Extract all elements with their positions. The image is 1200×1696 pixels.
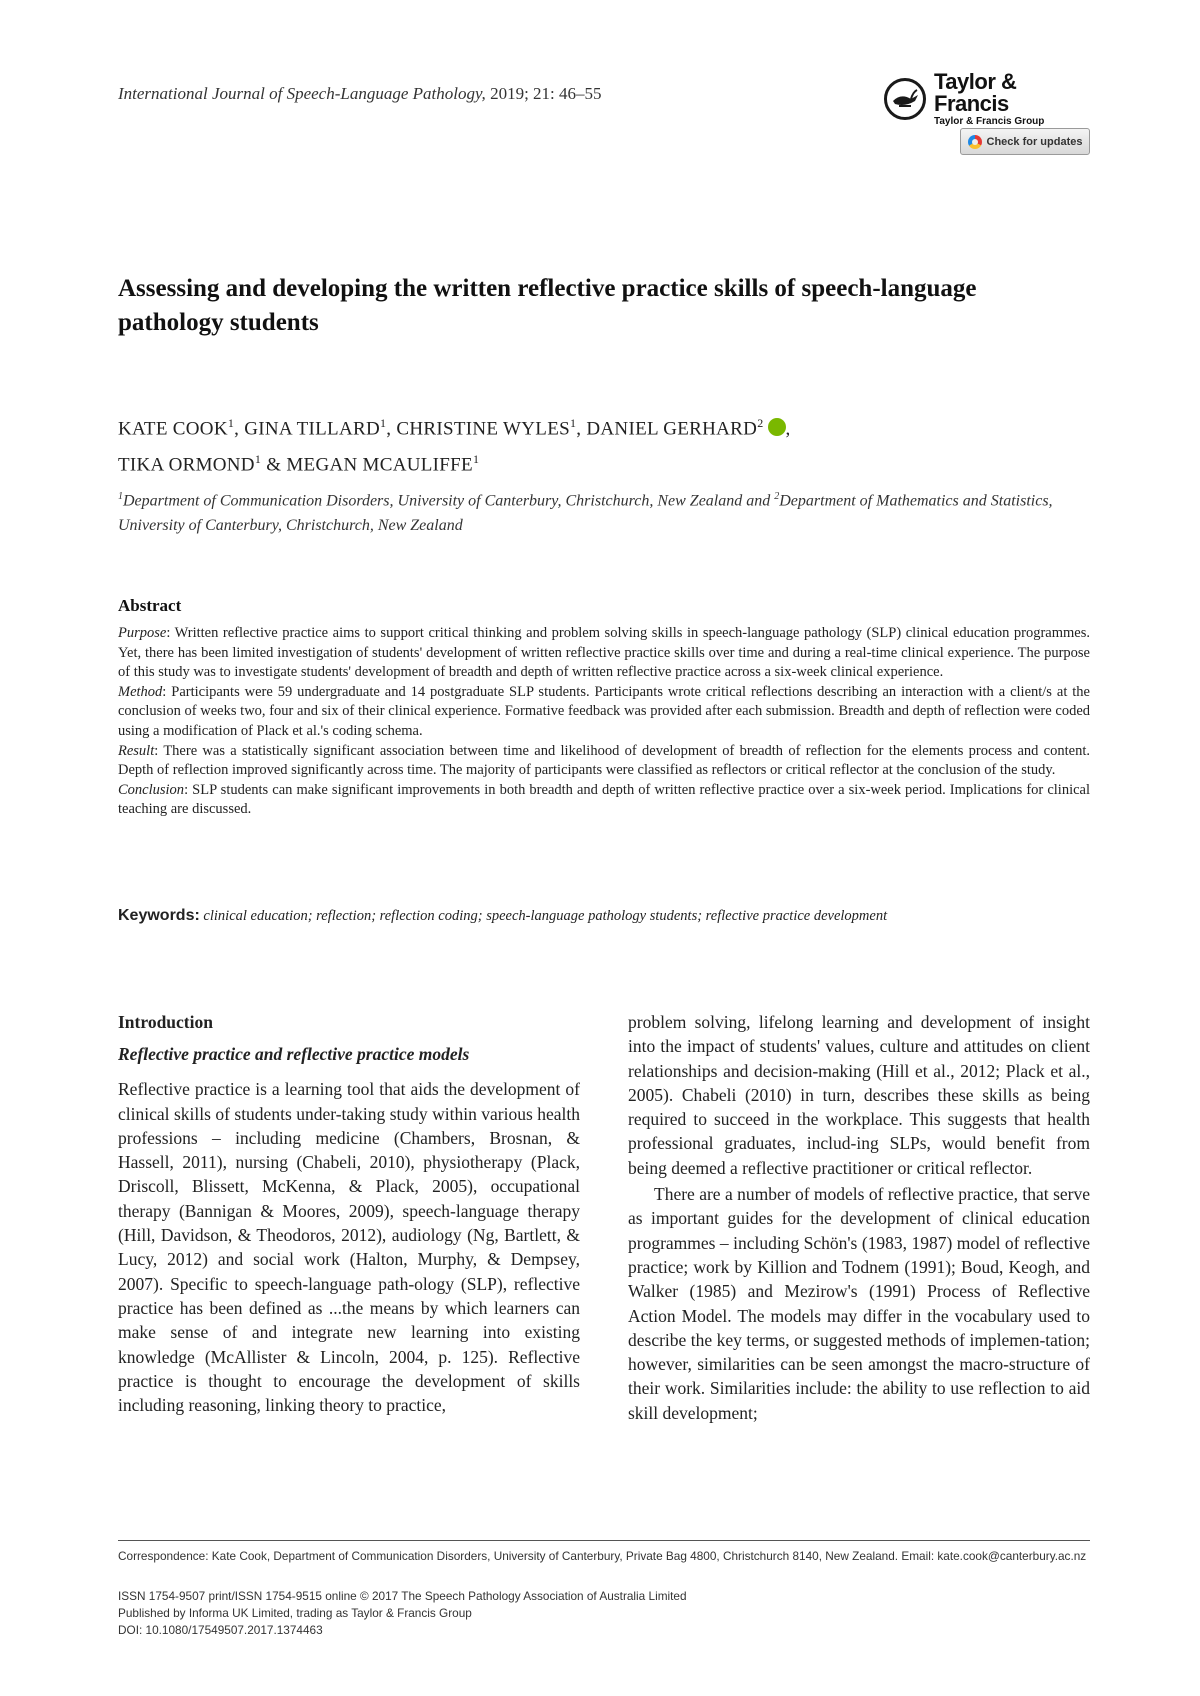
issn-line: ISSN 1754-9507 print/ISSN 1754-9515 online © 2017 The Speech Pathology Association of Australia Limited — [118, 1589, 687, 1603]
publisher-logo[interactable] — [884, 69, 1094, 127]
conclusion-text: : SLP students can make significant improvements in both breadth and depth of written reflective practice over a six-week period. Implications for clinical teaching are discussed. — [118, 781, 1090, 818]
lamp-icon — [884, 78, 926, 120]
subsection-heading: Reflective practice and reflective practice models — [118, 1044, 470, 1065]
body-column-left — [118, 1010, 580, 1417]
affiliation-mark: 2 — [774, 491, 780, 502]
author-affiliation-mark: 1 — [227, 416, 235, 430]
publisher-name: Taylor & Francis — [934, 69, 1017, 116]
abstract-result — [118, 742, 1090, 781]
result-text: : There was a statistically significant association between time and likelihood of development of breadth of reflection for the elements process and content. Depth of reflection improved significantly across time. The majority of participants were classified as reflectors or critical reflector at the conclusion of the study. — [118, 742, 1090, 779]
publication-info — [118, 1588, 1098, 1639]
orcid-icon[interactable] — [768, 418, 786, 436]
abstract-method — [118, 683, 1090, 742]
method-label: Method — [118, 683, 163, 700]
result-label: Result — [118, 742, 155, 759]
abstract-purpose — [118, 624, 1090, 683]
affiliations — [118, 484, 1078, 538]
author-name[interactable]: DANIEL GERHARD — [586, 418, 758, 440]
keywords — [118, 906, 1090, 926]
crossmark-icon — [968, 135, 982, 149]
keywords-list: clinical education; reflection; reflection coding; speech-language pathology students; reflective practice development — [203, 908, 888, 924]
author-affiliation-mark: 1 — [254, 452, 262, 467]
correspondence-note: Correspondence: Kate Cook, Department of Communication Disorders, University of Canterbury, Private Bag 4800, Christchurch 8140, New Zealand. Email: kate.cook@canterbury.ac.nz — [118, 1549, 1087, 1563]
abstract-conclusion — [118, 781, 1090, 820]
doi-line[interactable]: DOI: 10.1080/17549507.2017.1374463 — [118, 1623, 323, 1637]
method-text: : Participants were 59 undergraduate and 14 postgraduate SLP students. Participants wrote critical reflections describing an interaction with a client/s at the conclusion of weeks two, four and six of their clinical experience. Formative feedback was provided after each submission. Breadth and depth of reflection were coded using a modification of Plack et al.'s coding schema. — [118, 683, 1090, 739]
affiliation-1: Department of Communication Disorders, University of Canterbury, Christchurch, New Zealand and — [123, 492, 775, 510]
section-heading-introduction: Introduction — [118, 1012, 213, 1032]
purpose-text: : Written reflective practice aims to support critical thinking and problem solving skills in speech-language pathology (SLP) clinical education programmes. Yet, there has been limited investigation of students' development of written reflective practice skills over time and during a real-time clinical experience. The purpose of this study was to investigate students' development of breadth and depth of written reflective practice across a six-week clinical experience. — [118, 625, 1090, 681]
abstract-body — [118, 624, 1090, 820]
conclusion-label: Conclusion — [118, 781, 185, 798]
author-affiliation-mark: 1 — [569, 416, 577, 430]
author-affiliation-mark: 2 — [757, 416, 764, 430]
article-title: Assessing and developing the written reflective practice skills of speech-language pathology students — [118, 275, 977, 336]
author-name[interactable]: KATE COOK — [118, 418, 228, 440]
author-list: KATE COOK$^1$, GINA TILLARD$^1$, CHRISTINE WYLES$^1$, DANIEL GERHARD$^2$ , TIKA ORMOND$^1$ & MEGAN MCAULIFFE$^1$ — [118, 416, 791, 476]
body-paragraph: There are a number of models of reflective practice, that serve as important guides for the development of clinical education programmes – including Schön's (1983, 1987) model of reflective practice; work by Killion and Todnem (1991); Boud, Keogh, and Walker (1985) and Mezirow's (1991) Process of Reflective Action Model. The models may differ in the vocabulary used to describe the key terms, or suggested methods of implemen-tation; however, similarities can be seen amongst the macro-structure of their work. Similarities include: the ability to use reflection to aid skill development; — [628, 1184, 1090, 1423]
check-for-updates-label: Check for updates — [986, 135, 1083, 148]
abstract-heading: Abstract — [118, 596, 182, 615]
body-paragraph: Reflective practice is a learning tool that aids the development of clinical skills of students under-taking study within various health professions – including medicine (Chambers, Brosnan, & Hassell, 2011), nursing (Chabeli, 2010), physiotherapy (Plack, Driscoll, Blissett, McKenna, & Plack, 2005), occupational therapy (Bannigan & Moores, 2009), speech-language therapy (Hill, Davidson, & Theodoros, 2012), audiology (Ng, Bartlett, & Lucy, 2012) and social work (Halton, Murphy, & Dempsey, 2007). Specific to speech-language path-ology (SLP), reflective practice has been defined as ...the means by which learners can make sense of and integrate new learning into existing knowledge (McAllister & Lincoln, 2004, p. 125). Reflective practice is thought to encourage the development of skills including reasoning, linking theory to practice, — [118, 1079, 580, 1416]
author-name[interactable]: MEGAN MCAULIFFE — [286, 454, 473, 476]
body-paragraph: problem solving, lifelong learning and development of insight into the impact of students' values, culture and attitudes on client relationships and decision-making (Hill et al., 2012; Plack et al., 2005). Chabeli (2010) in turn, describes these skills as being required to succeed in the workplace. This suggests that health professional graduates, includ-ing SLPs, would benefit from being deemed a reflective practitioner or critical reflector. — [628, 1012, 1090, 1178]
author-affiliation-mark: 1 — [472, 452, 480, 467]
author-name[interactable]: CHRISTINE WYLES — [396, 418, 570, 440]
publisher-group: Taylor & Francis Group — [934, 116, 1045, 127]
footer-divider — [118, 1540, 1090, 1541]
publisher-line: Published by Informa UK Limited, trading as Taylor & Francis Group — [118, 1606, 472, 1620]
keywords-label: Keywords: — [118, 907, 200, 924]
body-column-right — [628, 1010, 1090, 1425]
journal-issue: 2019; 21: 46–55 — [485, 84, 602, 103]
author-name[interactable]: TIKA ORMOND — [118, 454, 255, 476]
check-for-updates-button[interactable] — [960, 128, 1090, 155]
affiliation-mark: 1 — [118, 491, 123, 502]
journal-citation — [118, 84, 602, 104]
purpose-label: Purpose — [118, 625, 167, 641]
author-affiliation-mark: 1 — [379, 416, 387, 430]
author-name[interactable]: GINA TILLARD — [244, 418, 380, 440]
journal-name: International Journal of Speech-Language Pathology, — [118, 84, 486, 103]
affiliation-2: Department of Mathematics and Statistics, University of Canterbury, Christchurch, New Zealand — [118, 492, 1053, 535]
